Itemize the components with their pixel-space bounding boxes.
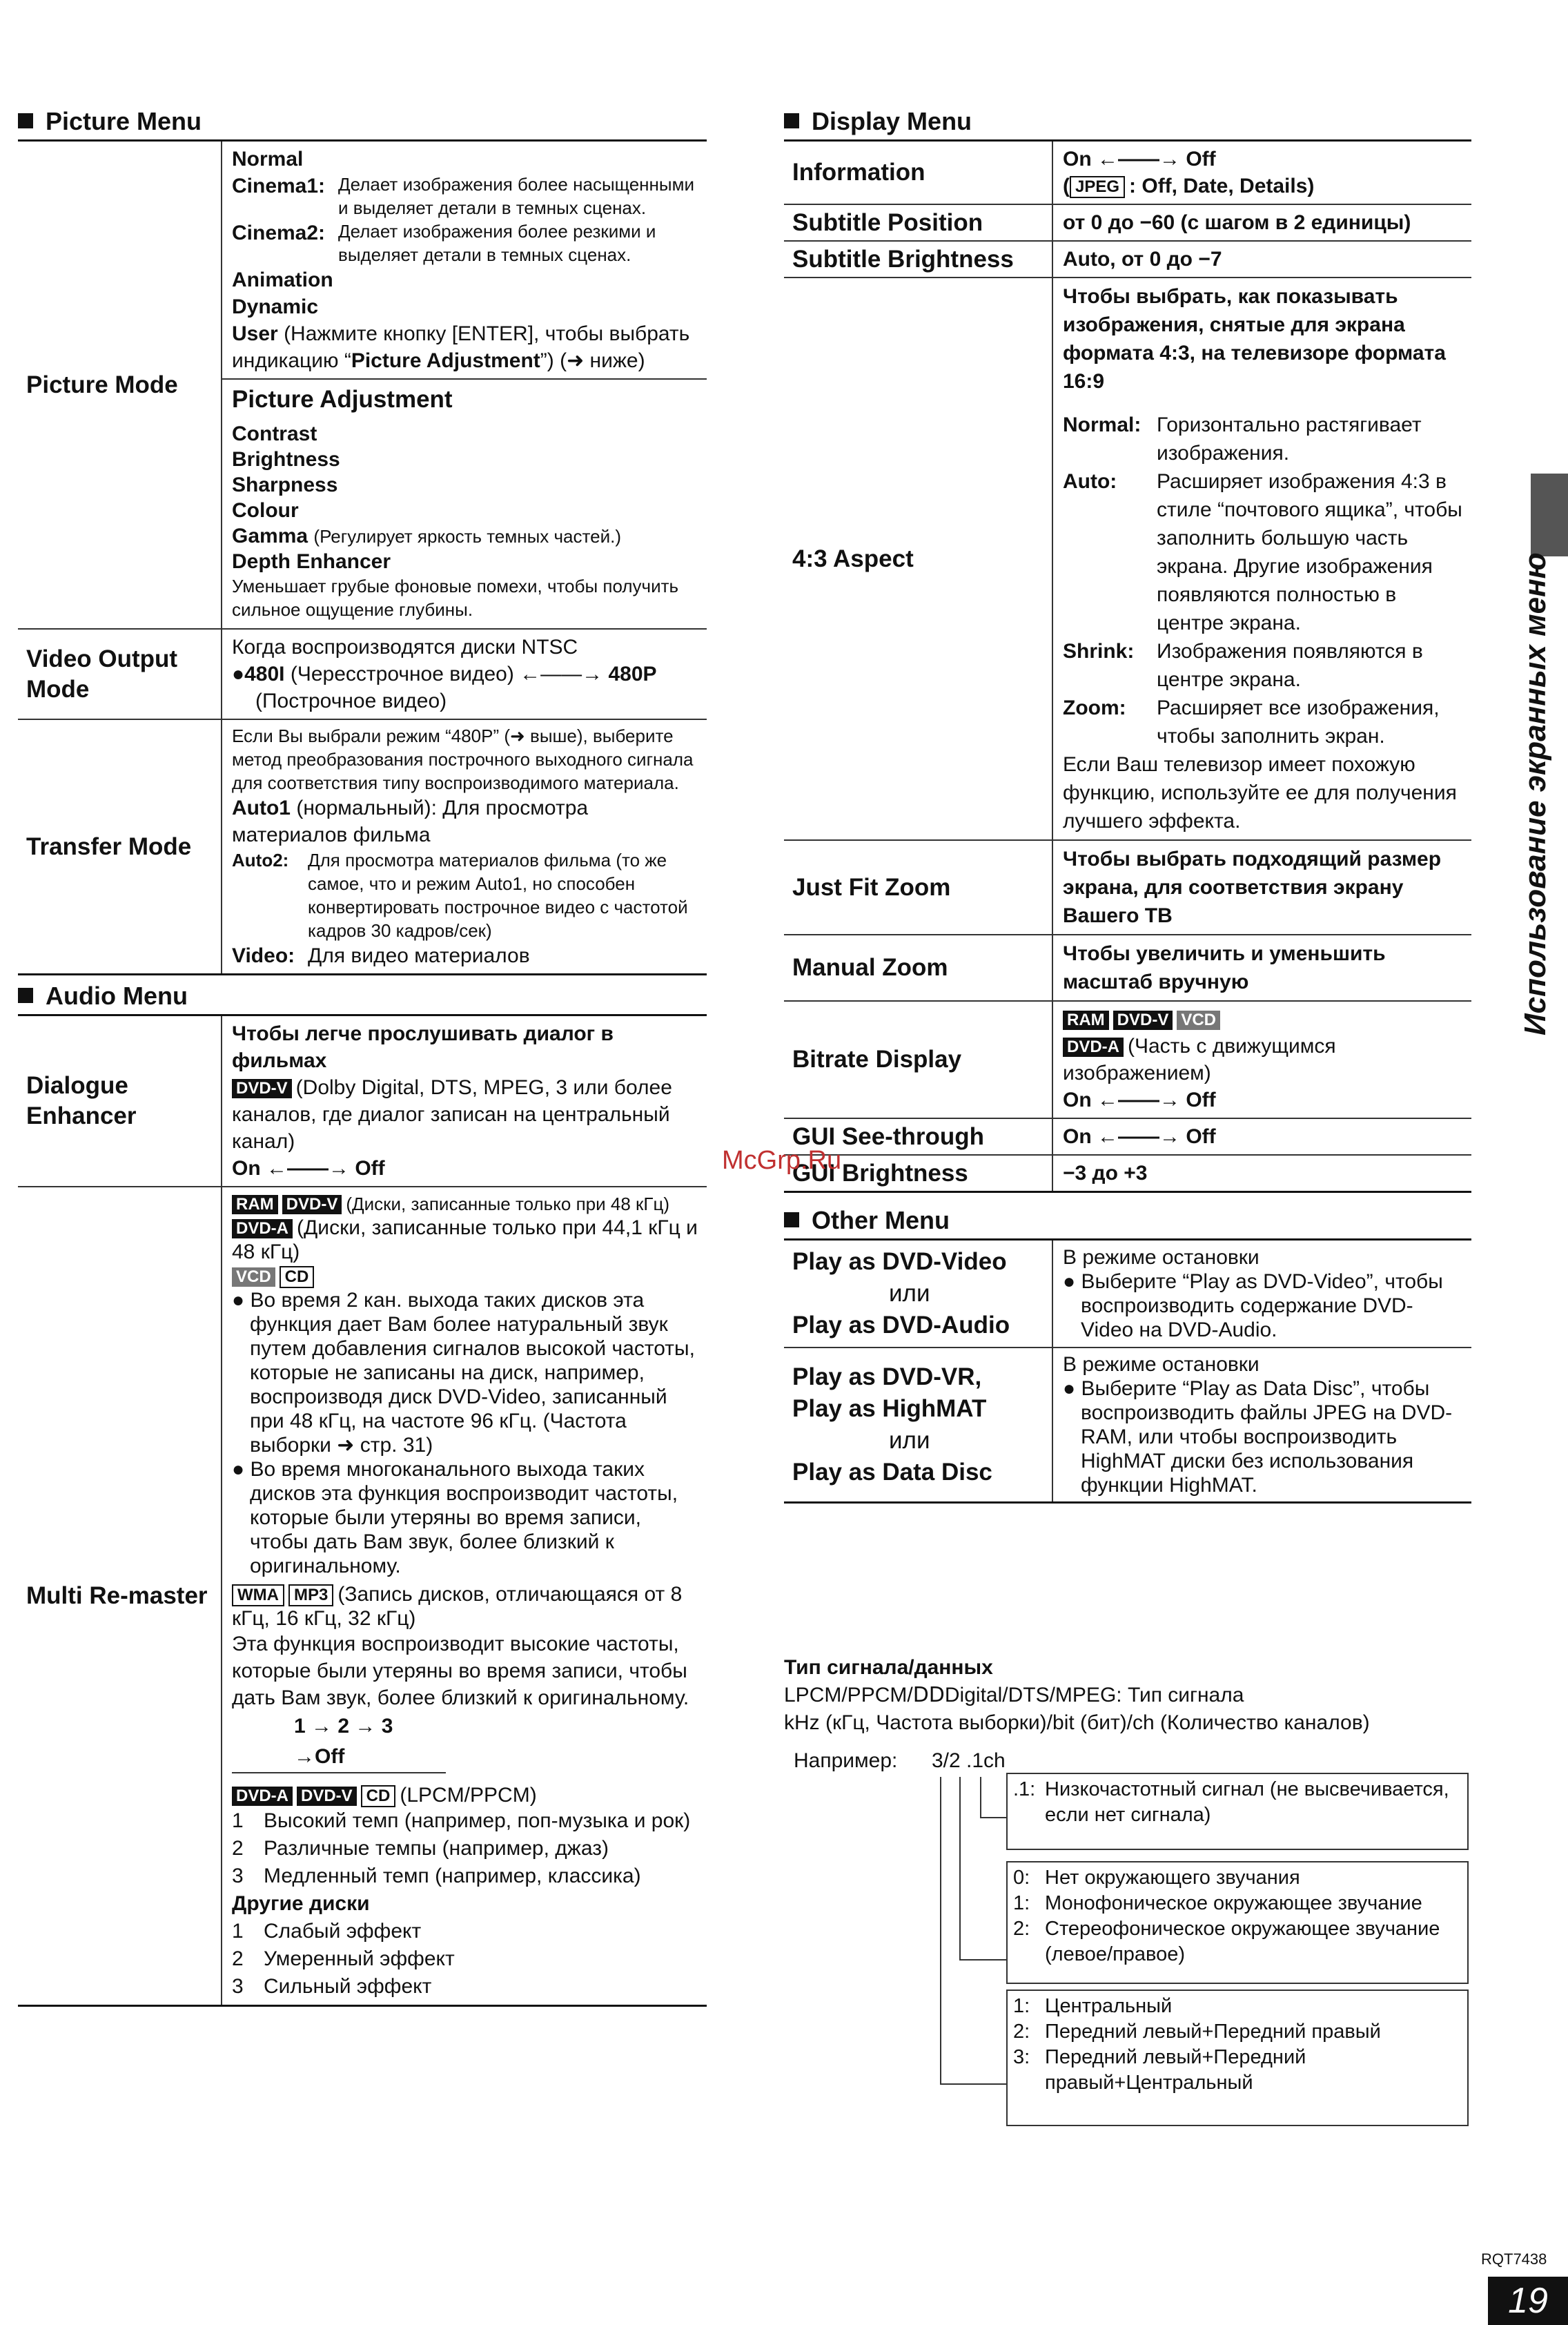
aspect-values: Чтобы выбрать, как показывать изображения, снятые для экрана формата 4:3, на телевизоре формата 16:9 Normal: Горизонтально растягивает изображения. Auto: Расширяет изображения 4:3 в стиле “почтового ящика”, чтобы заполнить большую часть экрана. Другие изображения появляются полностью в центре экрана. Shrink: Изображения появляются в центре экрана. Zoom: Расширяет все изображения, чтобы заполнить экран. Если Ваш телевизор имеет похожую функцию, используйте ее для получения лучшего эффекта. [1052,278,1471,840]
list-item: 1: Центральный [1013,1995,1173,2017]
picture-mode-values [222,141,707,630]
dialogue-values: Чтобы легче прослушивать диалог в фильмах DVD-V (Dolby Digital, DTS, MPEG, 3 или более каналов, где диалог записан на центральный канал) On ←——→ Off [222,1015,707,1187]
list-item: 3 Сильный эффект [232,1975,432,1998]
list-item: 2: Стереофоническое окружающее звучание (левое/правое) [1013,1918,1440,1965]
information-row [784,141,1471,205]
picture-menu-table [18,139,707,975]
picture-adjustment: Picture Adjustment Contrast Brightness Sharpness Colour Gamma (Регулирует яркость темных частей.) Depth Enhancer Уменьшает грубые фоновые помехи, чтобы получить сильное ощущение глубины. [222,378,707,621]
bitrate-row [784,1001,1471,1118]
signal-example [794,1744,1474,2137]
example-box-front [1006,1990,1469,2126]
data-disc-row [784,1348,1471,1503]
signal-line1: LPCM/PPCM/ⅮⅮDigital/DTS/MPEG: Тип сигнала [784,1684,1244,1706]
example-label: Например: [794,1749,898,1772]
mode-normal: Normal [232,148,304,171]
subtitle-position-value: от 0 до −60 (с шагом в 2 единицы) [1052,204,1471,241]
just-fit-value: Чтобы выбрать подходящий размер экрана, для соответствия экрану Вашего ТВ [1052,840,1471,935]
subtitle-brightness-value: Auto, от 0 до −7 [1052,241,1471,278]
bitrate-label: Bitrate Display [784,1001,1052,1118]
manual-zoom-value: Чтобы увеличить и уменьшить масштаб вручную [1052,935,1471,1001]
list-item: 2 Различные темпы (например, джаз) [232,1837,609,1860]
bitrate-values: RAM DVD-V VCD DVD-A (Часть с движущимся изображением) On ←——→ Off [1052,1001,1471,1118]
other-menu-table [784,1238,1471,1504]
data-disc-values: В режиме остановки ● Выберите “Play as Data Disc”, чтобы воспроизводить файлы JPEG на DVD-RAM, или чтобы воспроизводить HighMAT диски без использования функции HighMAT. [1052,1348,1471,1503]
dialogue-label: Dialogue Enhancer [18,1015,222,1187]
transfer-mode-label: Transfer Mode [18,719,222,975]
manual-zoom-label: Manual Zoom [784,935,1052,1001]
page-number: 19 [1488,2277,1568,2325]
mode-dynamic: Dynamic [232,295,319,318]
subtitle-position-label: Subtitle Position [784,204,1052,241]
remaster-values: RAM DVD-V (Диски, записанные только при 48 кГц) DVD-A (Диски, записанные только при 44,1 кГц и 48 кГц) VCD CD ● Во время 2 кан. выхода таких дисков эта функция дает Вам более натуральный звук путем добавления сигналов высокой частоты, которые не записаны на диск, например, воспроизводя диск DVD-Video, записанный при 48 кГц, на частоте 96 кГц. (Частота выборки ➜ стр. 31) ● Во время многоканального выхода таких дисков эта функция воспроизводит частоты, которые были утеряны во время записи, чтобы дать Вам звук, более близкий к оригинальному. WMA MP3 (Запись дисков, отличающаяся от 8 кГц, 16 кГц, 32 кГц) Эта функция воспроизводит высокие частоты, которые были утеряны во время записи, чтобы дать Вам звук, более близкий к оригинальному. 1 → 2 → 3 →Off DVD-A DVD-V CD (LPCM/PPCM) 1 Высокий темп (например, поп-музыка и рок) 2 Различные темпы (например, джаз) 3 Медленный темп (например, классика) Другие диски 1 Слабый эффект 2 Умеренный эффект 3 Сильный эффект [222,1187,707,2006]
model-number: RQT7438 [1481,2250,1547,2268]
mode-cinema1: Cinema1: Делает изображения более насыщенными и выделяет детали в темных сценах. [232,174,694,218]
example-box-lfe [1006,1773,1469,1850]
subtitle-brightness-label: Subtitle Brightness [784,241,1052,278]
aspect-row [784,278,1471,840]
cycle: 1 → 2 → 3 →Off [232,1711,446,1773]
just-fit-label: Just Fit Zoom [784,840,1052,935]
transfer-mode-values: Если Вы выбрали режим “480P” (➜ выше), выберите метод преобразования построчного выходного сигнала для соответствия типу воспроизводимого материала. Auto1 (нормальный): Для просмотра материалов фильма Auto2: Для просмотра материалов фильма (то же самое, что и режим Auto1, но способен конвертировать построчное видео с частотой кадров 30 кадров/сек) Video: Для видео материалов [222,719,707,975]
section-tab-marker [1531,474,1568,556]
example-box-surround [1006,1861,1469,1984]
audio-menu-title: Audio Menu [18,978,707,1014]
information-values: On ←——→ Off ( JPEG : Off, Date, Details) [1052,141,1471,205]
aspect-options [1063,411,1464,750]
list-item: 1 Слабый эффект [232,1920,422,1943]
list-item: Shrink: Изображения появляются в центре экрана. [1063,640,1423,691]
side-title: Использование экранных меню [1518,552,1552,1035]
transfer-mode-row [18,719,707,975]
information-label: Information [784,141,1052,205]
video-output-label: Video Output Mode [18,629,222,719]
dvd-audio-row [784,1240,1471,1348]
list-item: 3: Передний левый+Передний правый+Центральный [1013,2046,1306,2094]
mode-animation: Animation [232,269,333,291]
right-column [784,104,1471,1504]
list-item: 2: Передний левый+Передний правый [1013,2021,1381,2043]
video-output-row [18,629,707,719]
display-menu-table [784,139,1471,1193]
other-menu-title: Other Menu [784,1203,1471,1238]
picture-mode-row [18,141,707,630]
dvd-audio-label: Play as DVD-Video или Play as DVD-Audio [784,1240,1052,1348]
dialogue-row [18,1015,707,1187]
dvd-audio-values: В режиме остановки ● Выберите “Play as DVD-Video”, чтобы воспроизводить содержание DVD-Video на DVD-Audio. [1052,1240,1471,1348]
gui-bright-label: GUI Brightness [784,1155,1052,1192]
gui-bright-value: −3 до +3 [1052,1155,1471,1192]
list-item: .1: Низкочастотный сигнал (не высвечивается, если нет сигнала) [1013,1778,1449,1826]
list-item: 0: Нет окружающего звучания [1013,1867,1300,1889]
list-item: 1 Высокий темп (например, поп-музыка и рок) [232,1809,691,1833]
list-item: Normal: Горизонтально растягивает изображения. [1063,414,1422,465]
gui-see-value: On ←——→ Off [1052,1118,1471,1155]
list-item: 2 Умеренный эффект [232,1947,455,1971]
remaster-list-2 [232,1918,700,2001]
watermark: McGrp.Ru [722,1146,842,1175]
left-column [18,104,707,2007]
gui-see-label: GUI See-through [784,1118,1052,1155]
aspect-label: 4:3 Aspect [784,278,1052,840]
remaster-list-1 [232,1807,700,1890]
remaster-row [18,1187,707,2006]
remaster-label: Multi Re-master [18,1187,222,2006]
display-menu-title: Display Menu [784,104,1471,139]
picture-menu-title: Picture Menu [18,104,707,139]
list-item: 3 Медленный темп (например, классика) [232,1865,641,1888]
list-item: 1: Монофоническое окружающее звучание [1013,1892,1422,1914]
data-disc-label: Play as DVD-VR, Play as HighMAT или Play as Data Disc [784,1348,1052,1503]
video-output-values: Когда воспроизводятся диски NTSC ●480I (Чересстрочное видео) ←——→ 480P (Построчное видео) [222,629,707,719]
list-item: Zoom: Расширяет все изображения, чтобы заполнить экран. [1063,697,1440,748]
signal-section [784,1654,1474,1737]
mode-user: User (Нажмите кнопку [ENTER], чтобы выбрать индикацию “Picture Adjustment”) (➜ ниже) [232,322,690,372]
audio-menu-table [18,1014,707,2007]
signal-title: Тип сигнала/данных [784,1656,993,1679]
list-item: Auto: Расширяет изображения 4:3 в стиле “почтового ящика”, чтобы заполнить большую часть экрана. Другие изображения появляются полностью в центре экрана. [1063,470,1462,634]
mode-cinema2: Cinema2: Делает изображения более резкими и выделяет детали в темных сценах. [232,221,656,265]
picture-mode-label: Picture Mode [18,141,222,630]
signal-line2: kHz (кГц, Частота выборки)/bit (бит)/ch (Количество каналов) [784,1711,1370,1734]
badge-dvdv: DVD-V [232,1079,292,1098]
example-value: 3/2 .1ch [932,1749,1006,1772]
